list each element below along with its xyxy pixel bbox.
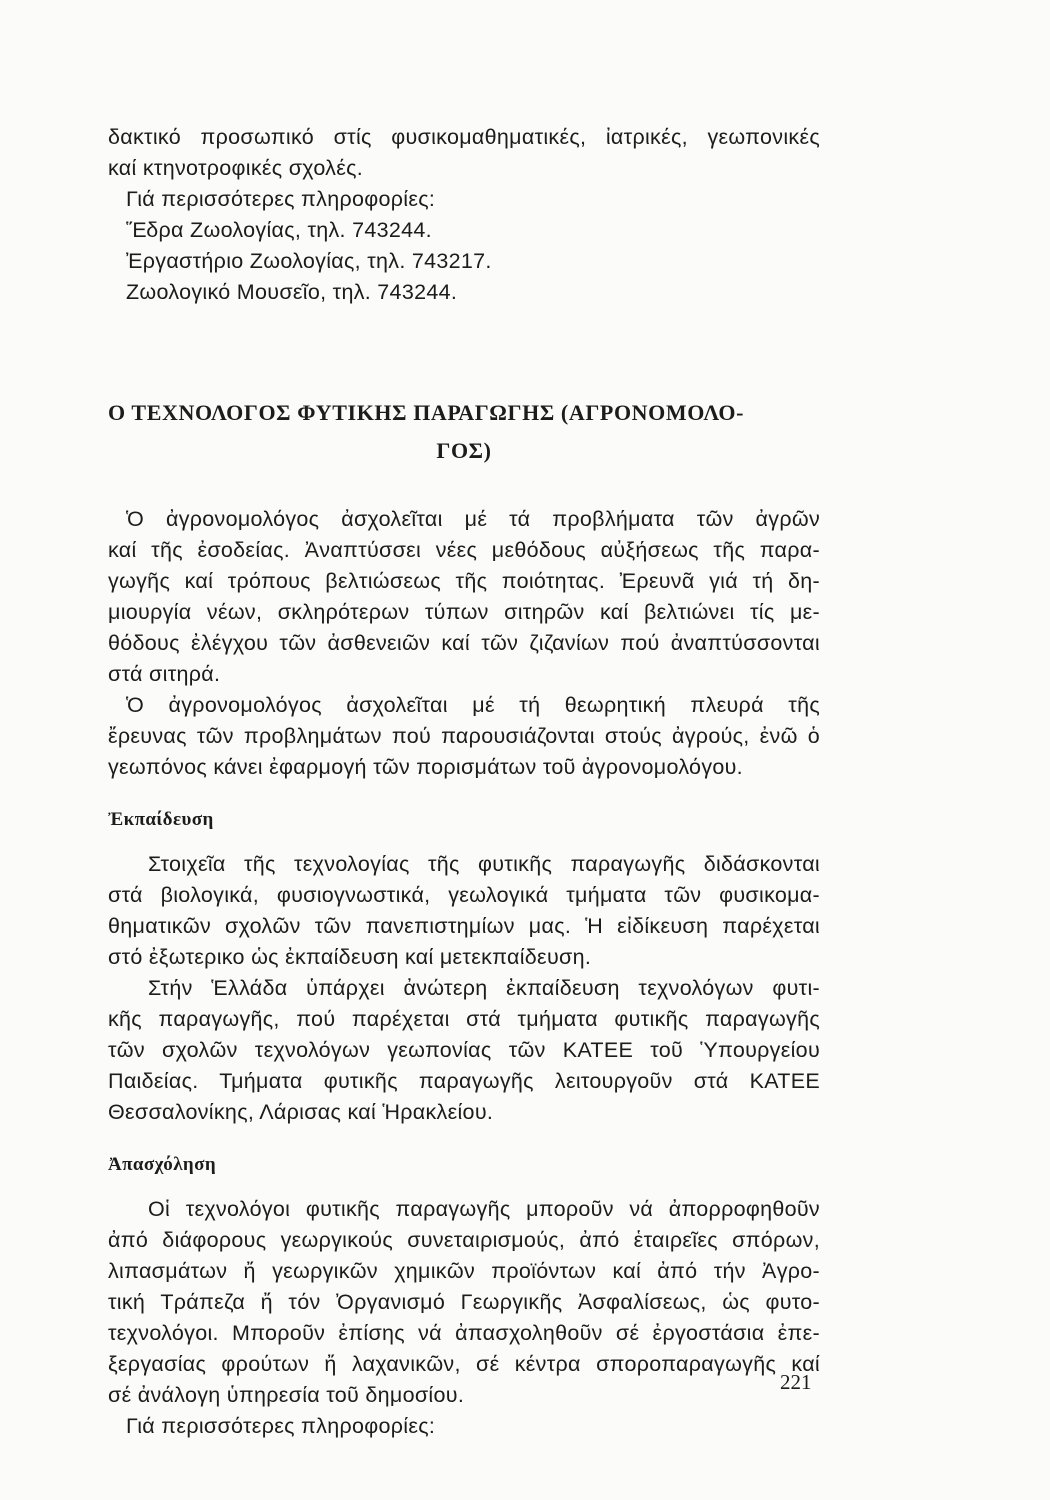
- section-title-line-1: Ο ΤΕΧΝΟΛΟΓΟΣ ΦΥΤΙΚΗΣ ΠΑΡΑΓΩΓΗΣ (ΑΓΡΟΝΟΜΟΛΟ-: [108, 400, 745, 425]
- section-paragraph-1: [108, 504, 820, 690]
- page-number: 221: [780, 1370, 812, 1394]
- text-line: Ἕδρα Ζωολογίας, τηλ. 743244.: [126, 218, 432, 242]
- text-line: λιπασμάτων ἤ γεωργικῶν χημικῶν προϊόντων καί ἀπό τήν Ἀγρο-: [108, 1259, 820, 1283]
- section-title: [108, 394, 820, 470]
- text-line: καί κτηνοτροφικές σχολές.: [108, 156, 364, 180]
- text-line: στά σιτηρά.: [108, 662, 221, 686]
- page-body: [108, 122, 820, 1442]
- text-line: Οἱ τεχνολόγοι φυτικῆς παραγωγῆς μποροῦν νά ἀπορροφηθοῦν: [148, 1197, 820, 1221]
- text-line: ξεργασίας φρούτων ἤ λαχανικῶν, σέ κέντρα σποροπαραγωγῆς καί: [108, 1352, 820, 1376]
- text-line: στά βιολογικά, φυσιογνωστικά, γεωλογικά τμήματα τῶν φυσικομα-: [108, 883, 820, 907]
- employment-paragraph-1: [108, 1194, 820, 1411]
- text-line: γωγῆς καί τρόπους βελτιώσεως τῆς ποιότητας. Ἐρευνᾶ γιά τή δη-: [108, 569, 820, 593]
- text-line: σέ ἀνάλογη ὑπηρεσία τοῦ δημοσίου.: [108, 1383, 465, 1407]
- text-line: Ὁ ἀγρονομολόγος ἀσχολεῖται μέ τή θεωρητική πλευρά τῆς: [126, 693, 820, 717]
- text-line: κῆς παραγωγῆς, πού παρέχεται στά τμήματα φυτικῆς παραγωγῆς: [108, 1007, 820, 1031]
- text-line: ἔρευνας τῶν προβλημάτων πού παρουσιάζονται στούς ἀγρούς, ἐνῶ ὁ: [108, 724, 820, 748]
- text-line: τεχνολόγοι. Μποροῦν ἐπίσης νά ἀπασχοληθοῦν σέ ἐργοστάσια ἐπε-: [108, 1321, 820, 1345]
- top-block: [108, 122, 820, 308]
- employment-heading: Ἀπασχόληση: [108, 1154, 217, 1175]
- text-line: γεωπόνος κάνει ἐφαρμογή τῶν πορισμάτων τοῦ ἀγρονομολόγου.: [108, 755, 743, 779]
- text-line: Γιά περισσότερες πληροφορίες:: [126, 187, 436, 211]
- text-line: τική Τράπεζα ἤ τόν Ὀργανισμό Γεωργικῆς Ἀσφαλίσεως, ὡς φυτο-: [108, 1290, 820, 1314]
- text-line: Ζωολογικό Μουσεῖο, τηλ. 743244.: [126, 280, 458, 304]
- text-line: Στήν Ἑλλάδα ὑπάρχει ἀνώτερη ἐκπαίδευση τεχνολόγων φυτι-: [148, 976, 820, 1000]
- text-line: στό ἐξωτερικο ὡς ἐκπαίδευση καί μετεκπαίδευση.: [108, 945, 592, 969]
- more-info-line: Γιά περισσότερες πληροφορίες:: [126, 1414, 436, 1438]
- text-line: μιουργία νέων, σκληρότερων τύπων σιτηρῶν καί βελτιώνει τίς με-: [108, 600, 820, 624]
- section-paragraph-2: [108, 690, 820, 783]
- education-heading: Ἐκπαίδευση: [108, 809, 214, 830]
- education-paragraph-2: [108, 973, 820, 1128]
- education-paragraph-1: [108, 849, 820, 973]
- text-line: Ἐργαστήριο Ζωολογίας, τηλ. 743217.: [126, 249, 492, 273]
- text-line: δακτικό προσωπικό στίς φυσικομαθηματικές, ἰατρικές, γεωπονικές: [108, 125, 820, 149]
- text-line: καί τῆς ἐσοδείας. Ἀναπτύσσει νέες μεθόδους αὐξήσεως τῆς παρα-: [108, 538, 820, 562]
- text-line: Θεσσαλονίκης, Λάρισας καί Ἡρακλείου.: [108, 1100, 494, 1124]
- text-line: τῶν σχολῶν τεχνολόγων γεωπονίας τῶν ΚΑΤΕΕ τοῦ Ὑπουργείου: [108, 1038, 820, 1062]
- text-line: Στοιχεῖα τῆς τεχνολογίας τῆς φυτικῆς παραγωγῆς διδάσκονται: [148, 852, 820, 876]
- text-line: Παιδείας. Τμήματα φυτικῆς παραγωγῆς λειτουργοῦν στά ΚΑΤΕΕ: [108, 1069, 820, 1093]
- text-line: Ὁ ἀγρονομολόγος ἀσχολεῖται μέ τά προβλήματα τῶν ἀγρῶν: [126, 507, 820, 531]
- text-line: θηματικῶν σχολῶν τῶν πανεπιστημίων μας. Ἡ εἰδίκευση παρέχεται: [108, 914, 820, 938]
- section-title-line-2: ΓΟΣ): [436, 438, 492, 463]
- text-line: θόδους ἐλέγχου τῶν ἀσθενειῶν καί τῶν ζιζανίων πού ἀναπτύσσονται: [108, 631, 820, 655]
- text-line: ἀπό διάφορους γεωργικούς συνεταιρισμούς, ἀπό ἑταιρεῖες σπόρων,: [108, 1228, 820, 1252]
